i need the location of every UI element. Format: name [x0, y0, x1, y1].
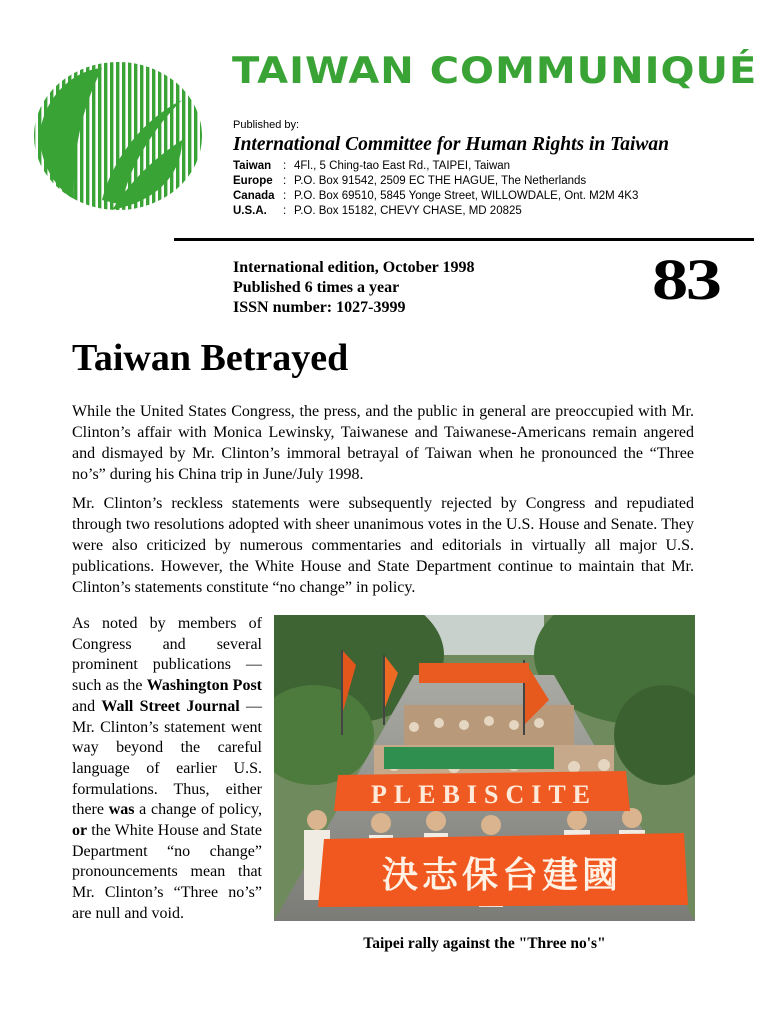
banner-cjk-text: 決志保台建國 [381, 855, 623, 896]
address-text: P.O. Box 91542, 2509 EC THE HAGUE, The Netherlands [294, 175, 587, 187]
logo-icon [32, 60, 204, 212]
publication-name: Washington Post [146, 677, 263, 695]
address-colon: : [283, 190, 287, 202]
paragraph-text: and [72, 697, 102, 715]
article-title: Taiwan Betrayed [72, 337, 349, 379]
paragraph-text: As noted by members of Congress and several prominent publications — such as the [72, 615, 262, 695]
publication-name: Wall Street Journal [101, 697, 240, 715]
masthead-title: TAIWAN COMMUNIQUÉ [232, 50, 758, 93]
address-row [233, 159, 638, 174]
article-paragraph: While the United States Congress, the press, and the public in general are preoccupied with Mr. Clinton’s affair with Monica Lewinsky, Taiwanese and Taiwanese-Americans remain angered and dismayed by Mr. Clinton’s immoral betrayal of Taiwan when he pronounced the “Three no’s” during his China trip in June/July 1998. [72, 403, 694, 483]
address-place: Europe [233, 175, 273, 187]
address-place: Taiwan [233, 160, 272, 172]
issn-line: ISSN number: 1027-3999 [233, 299, 406, 316]
address-place: Canada [233, 190, 275, 202]
address-list [233, 159, 638, 219]
address-row [233, 189, 638, 204]
address-row [233, 174, 638, 189]
emphasis-text: was [108, 801, 135, 819]
banner-text: PLEBISCITE [370, 780, 598, 809]
issue-number: 83 [652, 247, 720, 312]
paragraph-text: the White House and State Department “no change” pronouncements mean that Mr. Clinton’s “Three no’s” are null and void. [72, 822, 262, 922]
address-place: U.S.A. [233, 205, 267, 217]
address-colon: : [283, 160, 287, 172]
publisher-name: International Committee for Human Rights in Taiwan [233, 134, 669, 155]
address-text: 4Fl., 5 Ching-tao East Rd., TAIPEI, Taiwan [294, 160, 511, 172]
address-text: P.O. Box 69510, 5845 Yonge Street, WILLOWDALE, Ont. M2M 4K3 [294, 190, 639, 202]
edition-info [233, 258, 474, 318]
address-colon: : [283, 205, 287, 217]
header-divider [174, 238, 754, 241]
photo-caption: Taipei rally against the "Three no's" [363, 935, 606, 952]
address-colon: : [283, 175, 287, 187]
emphasis-text: or [72, 822, 88, 840]
rally-photo [274, 615, 695, 921]
frequency-line: Published 6 times a year [233, 279, 400, 296]
article-paragraph [72, 614, 262, 925]
published-by-label: Published by: [233, 119, 300, 131]
paragraph-text: — Mr. Clinton’s statement went way beyond the careful language of earlier U.S. formulations. Thus, either there [72, 697, 262, 819]
address-text: P.O. Box 15182, CHEVY CHASE, MD 20825 [294, 205, 522, 217]
paragraph-text: a change of policy, [134, 801, 262, 819]
article-paragraph: Mr. Clinton’s reckless statements were subsequently rejected by Congress and repudiated through two resolutions adopted with sheer unanimous votes in the U.S. House and Senate. They were also criticized by numerous commentaries and editorials in virtually all major U.S. publications. However, the White House and State Department continue to maintain that Mr. Clinton’s statements constitute “no change” in policy. [72, 495, 694, 596]
edition-line: International edition, October 1998 [233, 259, 475, 276]
address-row [233, 204, 638, 219]
